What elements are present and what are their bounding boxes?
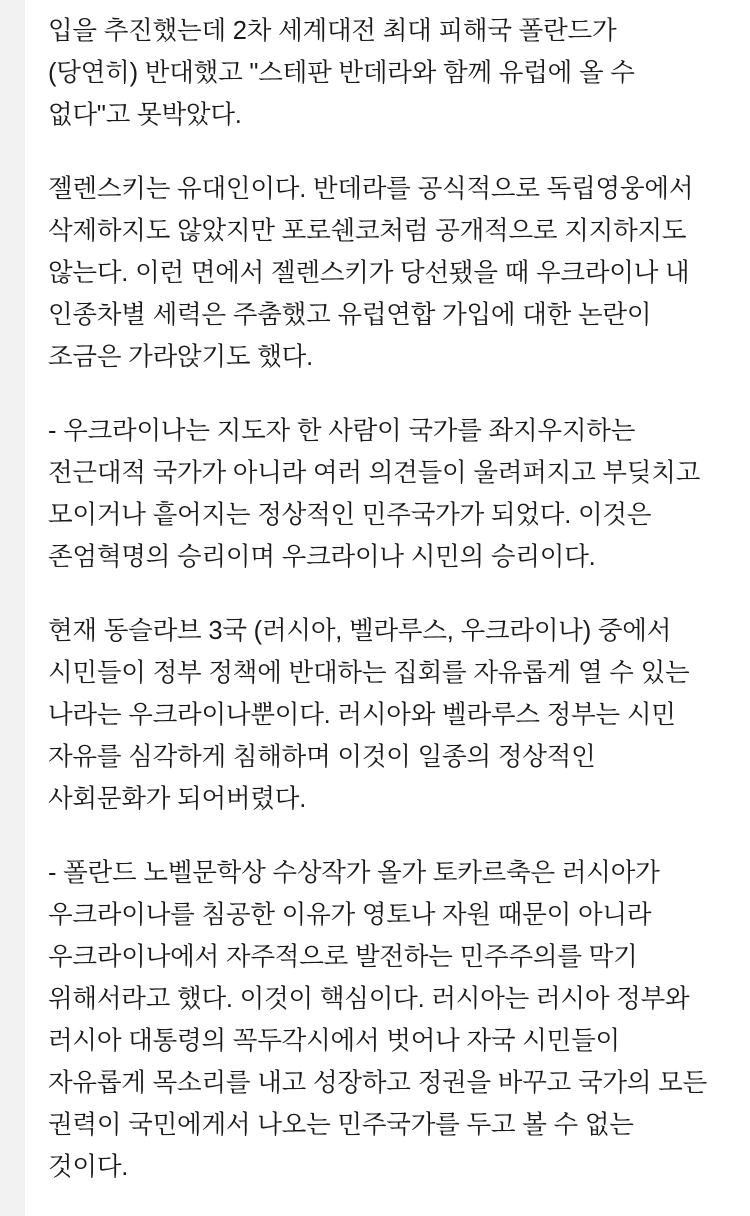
- paragraph-5: - 폴란드 노벨문학상 수상작가 올가 토카르축은 러시아가 우크라이나를 침공한 이유가 영토나 자원 때문이 아니라 우크라이나에서 자주적으로 발전하는 민주주의를 막기 위해서라고 했다. 이것이 핵심이다. 러시아는 러시아 정부와 러시아 대통령의 꼭두각시에서 벗어나 자국 시민들이 자유롭게 목소리를 내고 성장하고 정권을 바꾸고 국가의 모든 권력이 국민에게서 나오는 민주국가를 두고 볼 수 없는 것이다.: [48, 859, 714, 1181]
- paragraph-3: - 우크라이나는 지도자 한 사람이 국가를 좌지우지하는 전근대적 국가가 아니라 여러 의견들이 울려퍼지고 부딪치고 모이거나 흩어지는 정상적인 민주국가가 되었다. 이것은 존엄혁명의 승리이며 우크라이나 시민의 승리이다.: [48, 417, 708, 571]
- paragraph-2: 젤렌스키는 유대인이다. 반데라를 공식적으로 독립영웅에서 삭제하지도 않았지만 포로쉔코처럼 공개적으로 지지하지도 않는다. 이런 면에서 젤렌스키가 당선됐을 때 우크라이나 내 인종차별 세력은 주춤했고 유럽연합 가입에 대한 논란이 조금은 가라앉기도 했다.: [48, 175, 701, 371]
- paragraph-4: 현재 동슬라브 3국 (러시아, 벨라루스, 우크라이나) 중에서 시민들이 정부 정책에 반대하는 집회를 자유롭게 열 수 있는 나라는 우크라이나뿐이다. 러시아와 벨라루스 정부는 시민 자유를 심각하게 침해하며 이것이 일종의 정상적인 사회문화가 되어버렸다.: [48, 617, 697, 813]
- paragraph-1: 입을 추진했는데 2차 세계대전 최대 피해국 폴란드가 (당연히) 반대했고 "스테판 반데라와 함께 유럽에 올 수 없다"고 못박았다.: [48, 17, 642, 129]
